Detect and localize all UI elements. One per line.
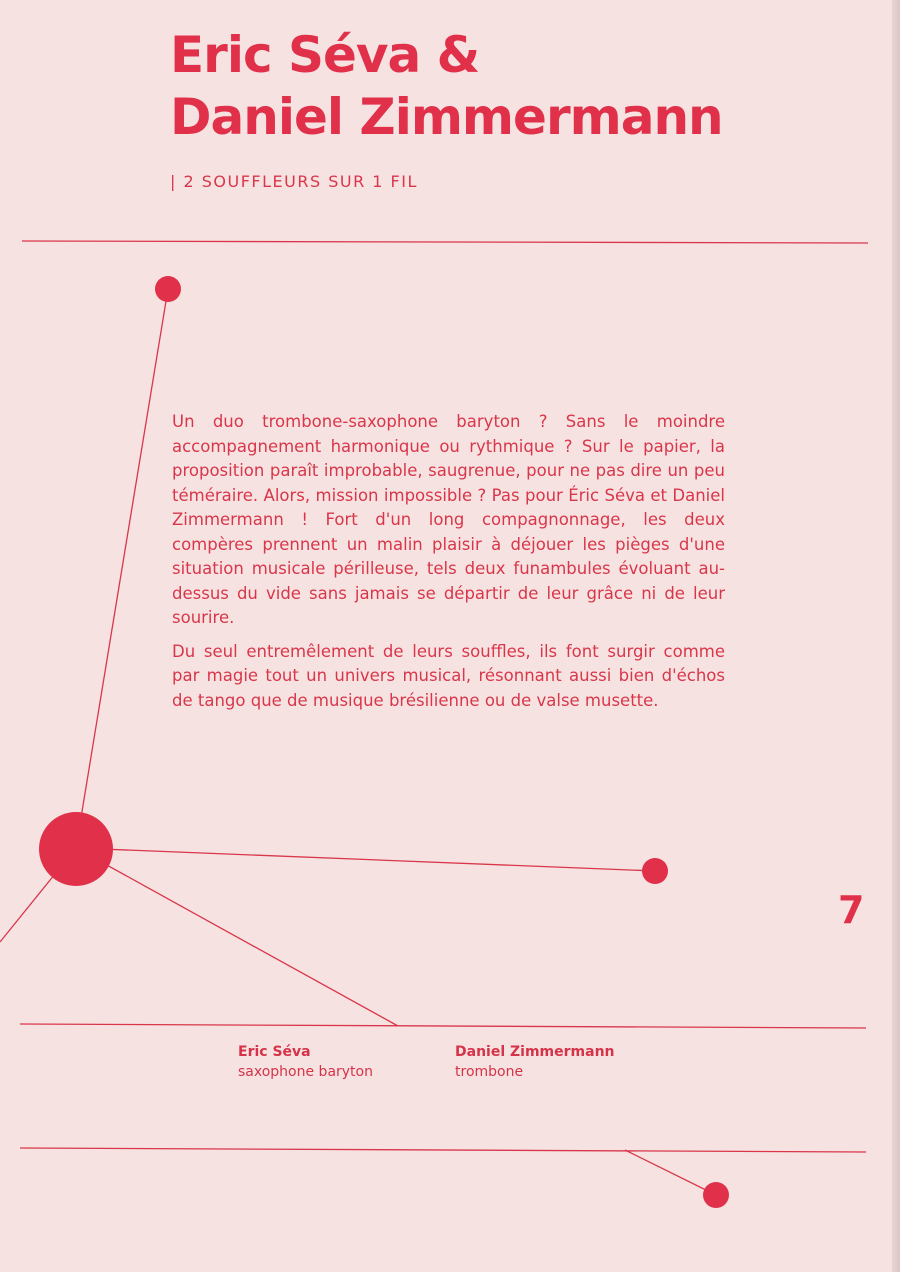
connector-line xyxy=(76,289,168,848)
node-dot xyxy=(642,858,668,884)
connector-line xyxy=(76,848,398,1026)
connector-line xyxy=(625,1150,716,1195)
connector-line xyxy=(76,848,655,871)
node-dot xyxy=(703,1182,729,1208)
divider-line-top xyxy=(22,241,868,243)
body-text xyxy=(172,410,725,722)
paragraph: Du seul entremêlement de leurs souffles, ils font surgir comme par magie tout un univers musical, résonnant aussi bien d'échos de tango que de musique brésilienne ou de valse musette. xyxy=(172,641,725,710)
page-number: 7 xyxy=(838,888,865,932)
credit-role: trombone xyxy=(455,1064,524,1080)
paragraph: Un duo trombone-saxophone baryton ? Sans le moindre accompagnement harmonique ou rythmique ? Sur le papier, la proposition paraît improbable, saugrenue, pour ne pas dire un peu téméraire. Alors, mission impossible ? Pas pour Éric Séva et Daniel Zimmermann ! Fort d'un long compagnonnage, les deux compères prennent un malin plaisir à déjouer les pièges d'une situation musicale périlleuse, tels deux funambules évoluant au-dessus du vide sans jamais se départir de leur grâce ni de leur sourire. xyxy=(172,412,725,627)
credit-name: Eric Séva xyxy=(238,1044,311,1060)
credit-name: Daniel Zimmermann xyxy=(455,1044,615,1060)
credit-daniel-zimmermann xyxy=(455,1044,615,1080)
page-title xyxy=(170,24,723,148)
credit-eric-seva xyxy=(238,1044,373,1080)
page-subtitle: | 2 SOUFFLEURS SUR 1 FIL xyxy=(170,172,418,191)
credit-role: saxophone baryton xyxy=(238,1064,373,1080)
node-dot xyxy=(155,276,181,302)
node-dot-large xyxy=(39,812,113,886)
divider-line-middle xyxy=(20,1024,866,1028)
title-line-2: Daniel Zimmermann xyxy=(170,88,723,146)
title-line-1: Eric Séva & xyxy=(170,26,480,84)
divider-line-bottom xyxy=(20,1148,866,1152)
